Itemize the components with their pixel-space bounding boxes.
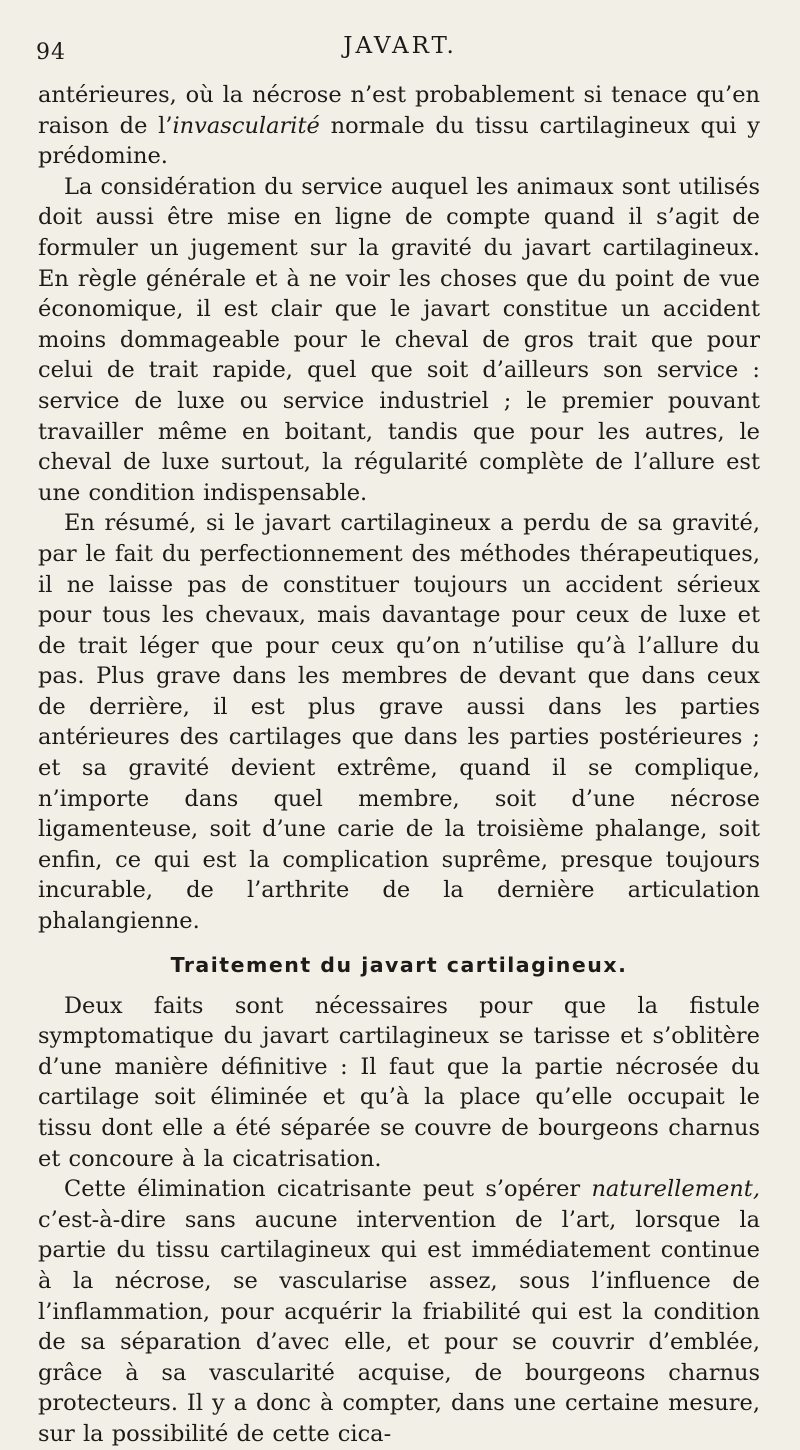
- body-text: [38, 80, 760, 1450]
- paragraph-1-emphasis: invascularité: [172, 112, 320, 139]
- paragraph-5-end: c’est-à-dire sans aucune intervention de l’art, lorsque la partie du tissu cartilagineux qui est immédiatement continue à la nécrose, se vascularise assez, sous l’influence de l’inflammation, pour acquérir la friabilité qui est la condition de sa séparation d’avec elle, et pour se couvrir d’emblée, grâce à sa vascularité acquise, de bourgeons charnus protecteurs. Il y a donc à compter, dans une certaine mesure, sur la possibilité de cette cica-: [38, 1206, 760, 1447]
- paragraph-2: La considération du service auquel les animaux sont utilisés doit aussi être mise en ligne de compte quand il s’agit de formuler un jugement sur la gravité du javart cartilagineux. En règle générale et à ne voir les choses que du point de vue économique, il est clair que le javart constitue un accident moins dommageable pour le cheval de gros trait que pour celui de trait rapide, quel que soit d’ailleurs son service : service de luxe ou service industriel ; le premier pouvant travailler même en boitant, tandis que pour les autres, le cheval de luxe surtout, la régularité complète de l’allure est une condition indispensable.: [38, 173, 761, 506]
- section-heading: Traitement du javart cartilagineux.: [170, 952, 628, 977]
- paragraph-5: [38, 1174, 760, 1449]
- running-title: JAVART.: [343, 33, 457, 59]
- paragraph-1-end: normale du tissu cartilagineux qui y prédomine.: [38, 112, 760, 170]
- paragraph-1: [38, 80, 760, 172]
- paragraph-4: Deux faits sont nécessaires pour que la fistule symptomatique du javart cartilagineux se tarisse et s’oblitère d’une manière définitive : Il faut que la partie nécrosée du cartilage soit éliminée et qu’à la place qu’elle occupait le tissu dont elle a été séparée se couvre de bourgeons charnus et concoure à la cicatrisation.: [38, 992, 760, 1172]
- page-number: 94: [36, 40, 66, 65]
- paragraph-3: En résumé, si le javart cartilagineux a perdu de sa gravité, par le fait du perfectionnement des méthodes thérapeutiques, il ne laisse pas de constituer toujours un accident sérieux pour tous les chevaux, mais davantage pour ceux de luxe et de trait léger que pour ceux qu’on n’utilise qu’à l’allure du pas. Plus grave dans les membres de devant que dans ceux de derrière, il est plus grave aussi dans les parties antérieures des cartilages que dans les parties postérieures ; et sa gravité devient extrême, quand il se complique, n’importe dans quel membre, soit d’une nécrose ligamenteuse, soit d’une carie de la troisième phalange, soit enfin, ce qui est la complication suprême, presque toujours incurable, de l’arthrite de la dernière articulation phalangienne.: [38, 510, 760, 935]
- paragraph-5-start: Cette élimination cicatrisante peut s’opérer: [64, 1176, 592, 1203]
- paragraph-5-emphasis: naturellement,: [591, 1176, 760, 1203]
- paragraph-1-start: antérieures, où la nécrose n’est probablement si tenace qu’en raison de l’: [38, 82, 760, 139]
